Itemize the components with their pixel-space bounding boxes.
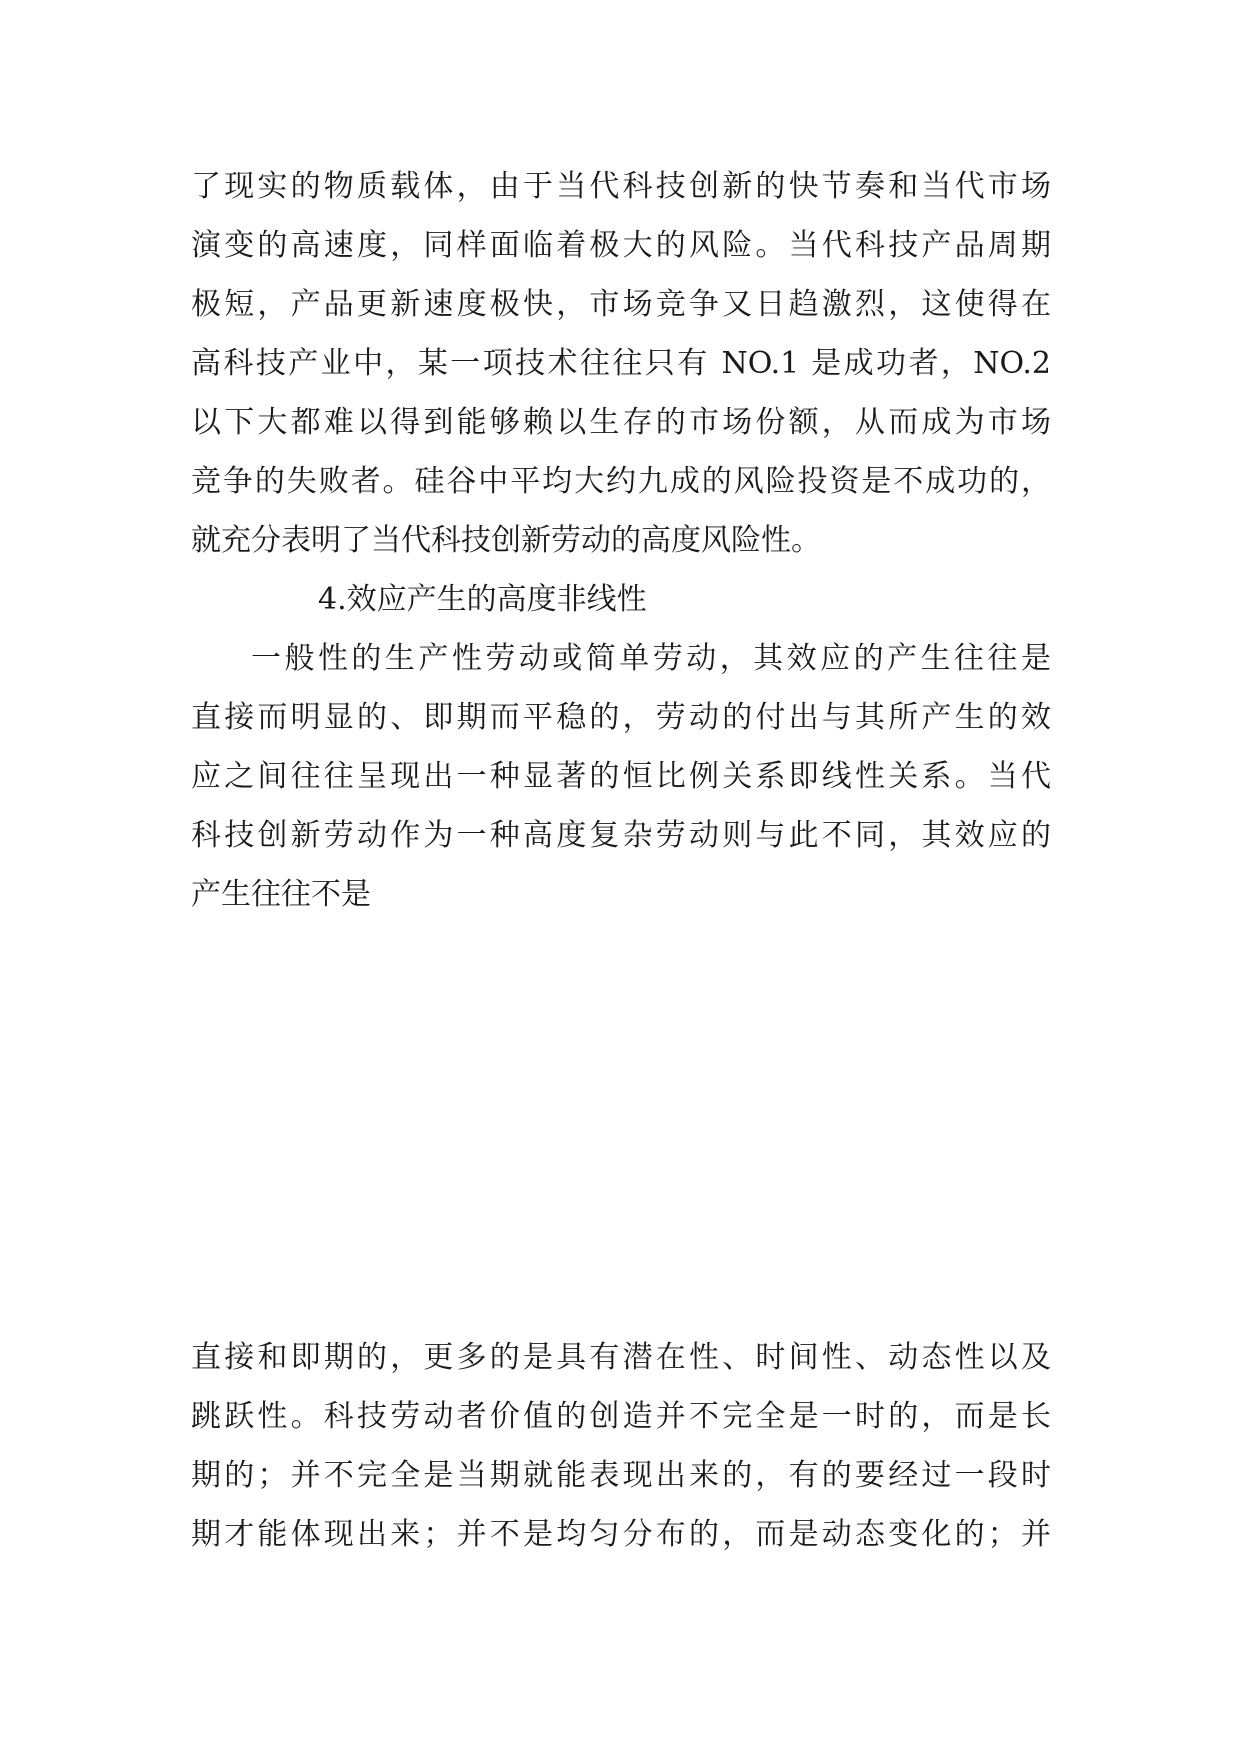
text-line: 跳跃性。科技劳动者价值的创造并不完全是一时的，而是长 [191, 1399, 1051, 1434]
text-line: 了现实的物质载体，由于当代科技创新的快节奏和当代市场 [191, 169, 1051, 204]
text-line: 期的；并不完全是当期就能表现出来的，有的要经过一段时 [191, 1458, 1051, 1493]
text-line: 高科技产业中，某一项技术往往只有 NO.1 是成功者，NO.2 [191, 346, 1051, 381]
text-line: 直接和即期的，更多的是具有潜在性、时间性、动态性以及 [191, 1340, 1051, 1375]
paragraph-nonlinearity [191, 629, 1051, 924]
section-heading-text: 4.效应产生的高度非线性 [318, 582, 647, 617]
text-line: 演变的高速度，同样面临着极大的风险。当代科技产品周期 [191, 228, 1051, 263]
text-line: 直接而明显的、即期而平稳的，劳动的付出与其所产生的效 [191, 700, 1051, 735]
text-line: 极短，产品更新速度极快，市场竞争又日趋激烈，这使得在 [191, 287, 1051, 322]
paragraph-risk-continuation [191, 157, 1051, 570]
text-line: 竞争的失败者。硅谷中平均大约九成的风险投资是不成功的， [191, 464, 1051, 499]
text-line: 科技创新劳动作为一种高度复杂劳动则与此不同，其效应的 [191, 818, 1051, 853]
text-line: 期才能体现出来；并不是均匀分布的，而是动态变化的；并 [191, 1517, 1051, 1552]
section-heading [191, 570, 1051, 629]
text-line: 产生往往不是 [191, 877, 371, 912]
text-line: 就充分表明了当代科技创新劳动的高度风险性。 [191, 523, 821, 558]
text-line: 以下大都难以得到能够赖以生存的市场份额，从而成为市场 [191, 405, 1051, 440]
text-line: 应之间往往呈现出一种显著的恒比例关系即线性关系。当代 [191, 759, 1051, 794]
text-line-indented: 一般性的生产性劳动或简单劳动，其效应的产生往往是 [251, 641, 1051, 676]
paragraph-nonlinearity-continuation [191, 1328, 1051, 1564]
